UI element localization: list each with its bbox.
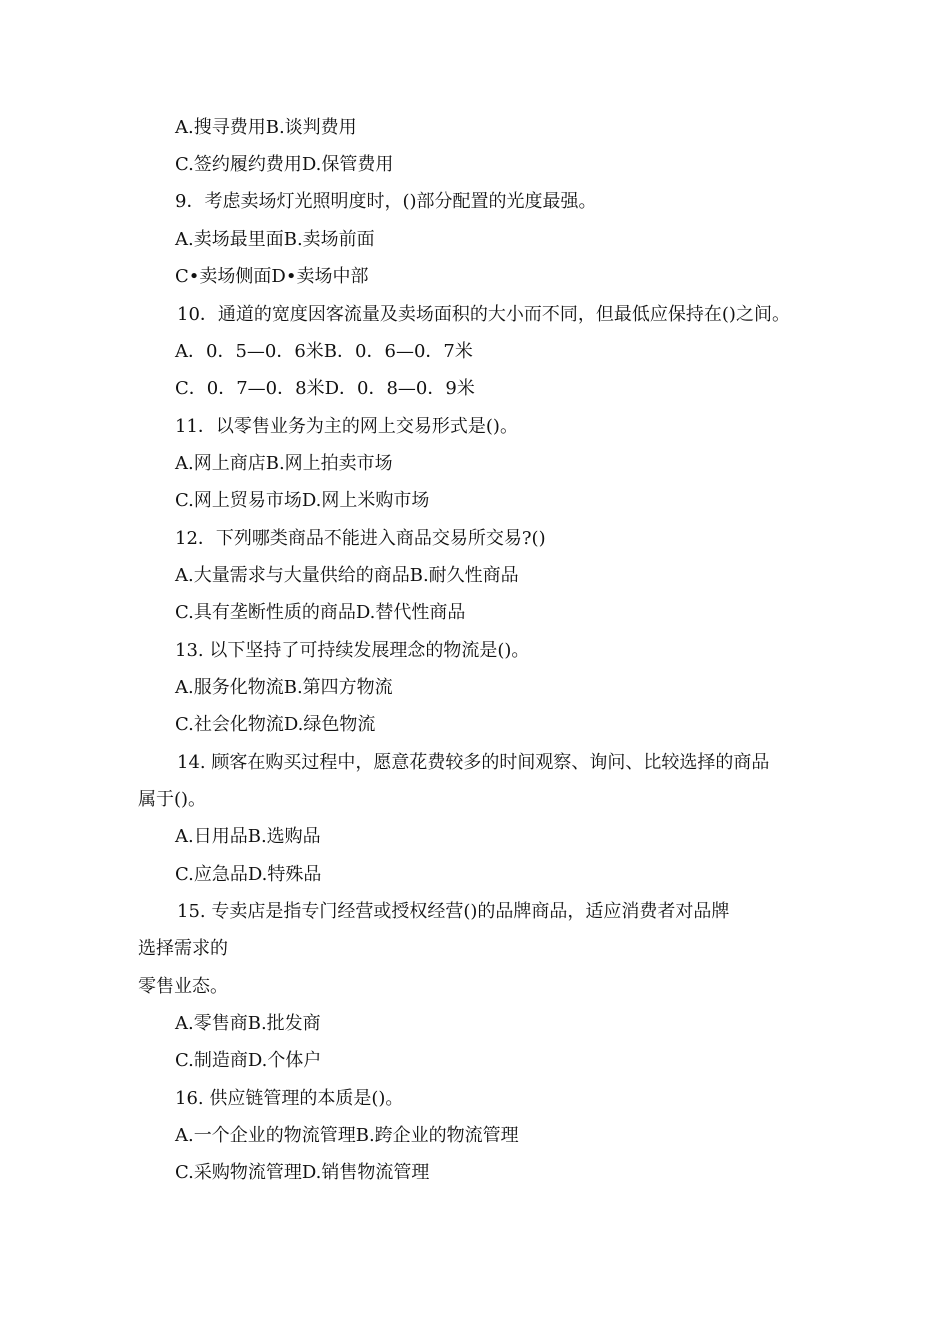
q16-question: 16. 供应链管理的本质是()。: [175, 1088, 404, 1109]
q14-options-cd: C.应急品D.特殊品: [175, 864, 322, 885]
q11-options-ab: A.网上商店B.网上拍卖市场: [175, 453, 393, 474]
q10-options-cd: C．0．7—0．8米D．0．8—0．9米: [175, 378, 475, 399]
q12-options-ab: A.大量需求与大量供给的商品B.耐久性商品: [175, 565, 519, 586]
q14-question: 14. 顾客在购买过程中，愿意花费较多的时间观察、询问、比较选择的商品: [177, 752, 770, 773]
q15-options-cd: C.制造商D.个体户: [175, 1050, 322, 1071]
q13-question: 13. 以下坚持了可持续发展理念的物流是()。: [175, 640, 530, 661]
q10-question: 10．通道的宽度因客流量及卖场面积的大小而不同，但最低应保持在()之间。: [177, 304, 790, 325]
q10-options-ab: A．0．5—0．6米B．0．6—0．7米: [175, 341, 473, 362]
q15-question-cont-2: 零售业态。: [138, 976, 228, 997]
q11-options-cd: C.网上贸易市场D.网上米购市场: [175, 490, 430, 511]
q9-options-cd: C•卖场侧面D•卖场中部: [175, 266, 369, 287]
q13-options-ab: A.服务化物流B.第四方物流: [175, 677, 393, 698]
q12-options-cd: C.具有垄断性质的商品D.替代性商品: [175, 602, 466, 623]
q8-options-ab: A.搜寻费用B.谈判费用: [175, 117, 357, 138]
q16-options-ab: A.一个企业的物流管理B.跨企业的物流管理: [175, 1125, 519, 1146]
q15-question-cont-1: 选择需求的: [138, 938, 228, 959]
q16-options-cd: C.采购物流管理D.销售物流管理: [175, 1162, 430, 1183]
q15-question: 15. 专卖店是指专门经营或授权经营()的品牌商品，适应消费者对品牌: [177, 901, 730, 922]
q9-options-ab: A.卖场最里面B.卖场前面: [175, 229, 375, 250]
q15-options-ab: A.零售商B.批发商: [175, 1013, 321, 1034]
q13-options-cd: C.社会化物流D.绿色物流: [175, 714, 376, 735]
q14-question-cont: 属于()。: [138, 789, 207, 810]
q14-options-ab: A.日用品B.选购品: [175, 826, 321, 847]
q8-options-cd: C.签约履约费用D.保管费用: [175, 154, 394, 175]
q9-question: 9．考虑卖场灯光照明度时，()部分配置的光度最强。: [175, 191, 597, 212]
q11-question: 11．以零售业务为主的网上交易形式是()。: [175, 416, 518, 437]
q12-question: 12．下列哪类商品不能进入商品交易所交易?(): [175, 528, 546, 549]
